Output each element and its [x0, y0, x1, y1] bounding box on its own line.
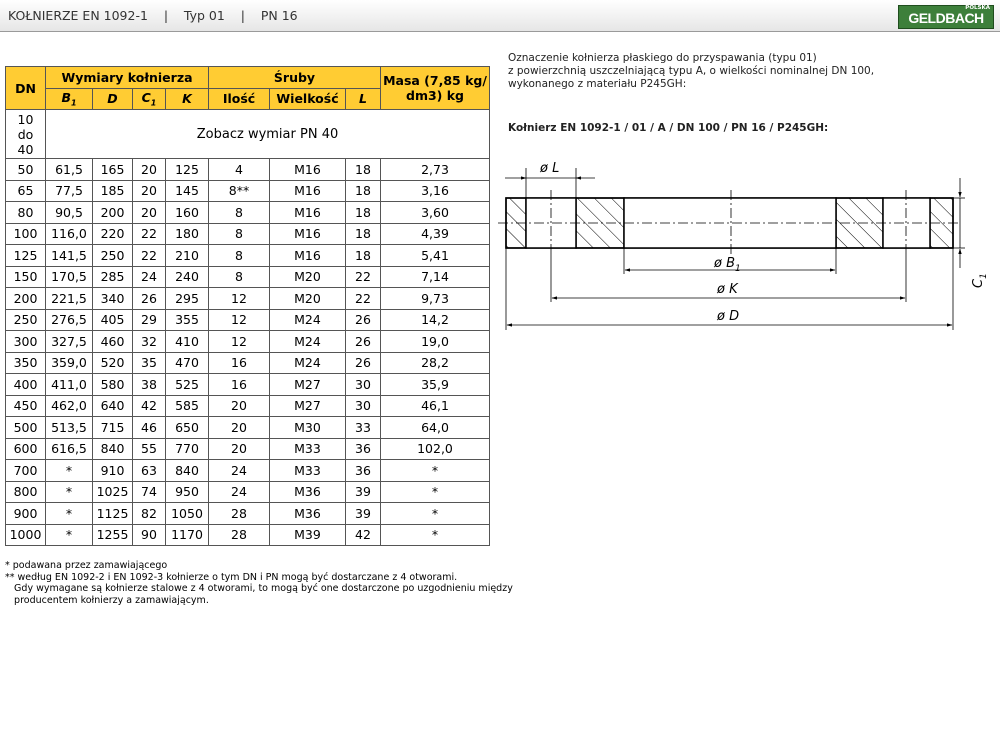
cell-ilosc: 16	[209, 352, 270, 374]
designation-description	[508, 52, 874, 91]
cell-ilosc: 28	[209, 524, 270, 546]
footnote-2: ** według EN 1092-2 i EN 1092-3 kołnierze o tym DN i PN mogą być dostarczane z 4 otworami.	[5, 571, 458, 583]
cell-b1: 327,5	[46, 331, 93, 353]
cell-c1: 55	[133, 438, 166, 460]
cell-k: 160	[166, 202, 209, 224]
cell-dn: 800	[6, 481, 46, 503]
col-header-k: K	[166, 88, 209, 110]
cell-d: 340	[93, 288, 133, 310]
cell-wielkosc: M16	[270, 245, 346, 267]
cell-ilosc: 8	[209, 202, 270, 224]
cell-wielkosc: M36	[270, 503, 346, 525]
cell-d: 840	[93, 438, 133, 460]
cell-d: 250	[93, 245, 133, 267]
col-header-masa	[381, 67, 490, 110]
cell-masa: 35,9	[381, 374, 490, 396]
cell-d: 165	[93, 159, 133, 181]
cell-l: 30	[346, 395, 381, 417]
cell-ilosc: 24	[209, 481, 270, 503]
page-title: KOŁNIERZE EN 1092-1 | Typ 01 | PN 16	[8, 8, 298, 23]
cell-dn: 1000	[6, 524, 46, 546]
label-L: ø L	[540, 161, 560, 176]
cell-ilosc: 20	[209, 395, 270, 417]
label-C1: $C_1$	[971, 273, 989, 288]
cell-dn: 50	[6, 159, 46, 181]
cell-d: 520	[93, 352, 133, 374]
cell-k: 840	[166, 460, 209, 482]
description-line: z powierzchnią uszczelniającą typu A, o wielkości nominalnej DN 100,	[508, 65, 875, 77]
table-row	[6, 309, 490, 331]
col-group-sruby: Śruby	[209, 67, 381, 89]
cell-l: 18	[346, 159, 381, 181]
cell-k: 950	[166, 481, 209, 503]
table-row-small-dn	[6, 110, 490, 159]
page-header	[0, 0, 1000, 32]
cell-b1: 616,5	[46, 438, 93, 460]
footnote-2-cont: Gdy wymagane są kołnierze stalowe z 4 otworami, to mogą być one dostarczone po uzgodnieniu między	[5, 583, 513, 594]
cell-wielkosc: M24	[270, 331, 346, 353]
cell-dn: 250	[6, 309, 46, 331]
cell-dn: 80	[6, 202, 46, 224]
description-line: wykonanego z materiału P245GH:	[508, 78, 687, 90]
cell-wielkosc: M33	[270, 438, 346, 460]
table-row	[6, 331, 490, 353]
cell-ilosc: 12	[209, 331, 270, 353]
cell-k: 125	[166, 159, 209, 181]
cell-k: 295	[166, 288, 209, 310]
cell-l: 39	[346, 481, 381, 503]
cell-wielkosc: M24	[270, 309, 346, 331]
label-B1: ø $B_1$	[714, 256, 741, 274]
cell-d: 185	[93, 180, 133, 202]
table-row	[6, 438, 490, 460]
footnote-1: * podawana przez zamawiającego	[5, 560, 168, 571]
cell-b1: 359,0	[46, 352, 93, 374]
cell-wielkosc: M36	[270, 481, 346, 503]
cell-masa: 14,2	[381, 309, 490, 331]
cell-b1: *	[46, 524, 93, 546]
cell-d: 220	[93, 223, 133, 245]
cell-wielkosc: M16	[270, 223, 346, 245]
cell-l: 36	[346, 460, 381, 482]
cell-ilosc: 8	[209, 223, 270, 245]
cell-l: 22	[346, 288, 381, 310]
cell-wielkosc: M24	[270, 352, 346, 374]
cell-masa: 7,14	[381, 266, 490, 288]
cell-b1: 411,0	[46, 374, 93, 396]
cell-k: 1050	[166, 503, 209, 525]
col-header-d: D	[93, 88, 133, 110]
cell-c1: 42	[133, 395, 166, 417]
cell-b1: *	[46, 460, 93, 482]
table-row	[6, 159, 490, 181]
col-header-c1: $C_1$	[133, 88, 166, 110]
col-header-dn: DN	[6, 67, 46, 110]
cell-d: 1255	[93, 524, 133, 546]
logo-sub-text: POLSKA	[965, 5, 990, 11]
table-row	[6, 223, 490, 245]
cell-dn: 700	[6, 460, 46, 482]
table-row	[6, 352, 490, 374]
masa-header-line2: dm3) kg	[406, 88, 464, 103]
table-row	[6, 288, 490, 310]
cell-b1: *	[46, 481, 93, 503]
cell-k: 770	[166, 438, 209, 460]
cell-masa: *	[381, 460, 490, 482]
label-K: ø K	[717, 282, 738, 297]
cell-l: 18	[346, 223, 381, 245]
cell-c1: 38	[133, 374, 166, 396]
cell-wielkosc: M20	[270, 288, 346, 310]
cell-c1: 46	[133, 417, 166, 439]
cell-d: 460	[93, 331, 133, 353]
cell-ilosc: 8**	[209, 180, 270, 202]
cell-dn: 100	[6, 223, 46, 245]
cell-dn: 600	[6, 438, 46, 460]
cell-l: 26	[346, 309, 381, 331]
cell-masa: 64,0	[381, 417, 490, 439]
cell-k: 240	[166, 266, 209, 288]
flange-cross-section-drawing	[495, 150, 995, 340]
cell-c1: 22	[133, 223, 166, 245]
cell-l: 36	[346, 438, 381, 460]
cell-d: 405	[93, 309, 133, 331]
cell-c1: 74	[133, 481, 166, 503]
cell-masa: 9,73	[381, 288, 490, 310]
cell-d: 580	[93, 374, 133, 396]
cell-d: 285	[93, 266, 133, 288]
table-row	[6, 245, 490, 267]
cell-k: 210	[166, 245, 209, 267]
cell-c1: 20	[133, 159, 166, 181]
see-pn40-cell: Zobacz wymiar PN 40	[46, 110, 490, 159]
cell-c1: 29	[133, 309, 166, 331]
cell-k: 180	[166, 223, 209, 245]
cell-b1: 90,5	[46, 202, 93, 224]
cell-b1: 61,5	[46, 159, 93, 181]
cell-masa: 3,16	[381, 180, 490, 202]
cell-wielkosc: M16	[270, 202, 346, 224]
cell-b1: 170,5	[46, 266, 93, 288]
cell-wielkosc: M30	[270, 417, 346, 439]
cell-c1: 26	[133, 288, 166, 310]
cell-k: 145	[166, 180, 209, 202]
label-D: ø D	[717, 309, 740, 324]
cell-d: 715	[93, 417, 133, 439]
cell-dn: 450	[6, 395, 46, 417]
cell-ilosc: 8	[209, 266, 270, 288]
cell-masa: *	[381, 524, 490, 546]
cell-b1: 141,5	[46, 245, 93, 267]
cell-l: 22	[346, 266, 381, 288]
cell-masa: 28,2	[381, 352, 490, 374]
cell-ilosc: 16	[209, 374, 270, 396]
col-header-wielkosc: Wielkość	[270, 88, 346, 110]
table-row	[6, 460, 490, 482]
cell-k: 1170	[166, 524, 209, 546]
cell-wielkosc: M20	[270, 266, 346, 288]
cell-wielkosc: M33	[270, 460, 346, 482]
footnotes	[5, 560, 513, 606]
cell-ilosc: 12	[209, 288, 270, 310]
cell-k: 470	[166, 352, 209, 374]
cell-b1: 77,5	[46, 180, 93, 202]
cell-wielkosc: M16	[270, 180, 346, 202]
cell-masa: 5,41	[381, 245, 490, 267]
table-row	[6, 266, 490, 288]
col-group-wymiary: Wymiary kołnierza	[46, 67, 209, 89]
cell-b1: 276,5	[46, 309, 93, 331]
cell-dn: 350	[6, 352, 46, 374]
cell-masa: 4,39	[381, 223, 490, 245]
cell-masa: *	[381, 503, 490, 525]
cell-l: 26	[346, 352, 381, 374]
cell-l: 18	[346, 245, 381, 267]
cell-c1: 35	[133, 352, 166, 374]
cell-dn: 300	[6, 331, 46, 353]
table-row	[6, 524, 490, 546]
cell-dn: 200	[6, 288, 46, 310]
cell-b1: 221,5	[46, 288, 93, 310]
cell-c1: 22	[133, 245, 166, 267]
col-header-b1: $B_1$	[46, 88, 93, 110]
cell-l: 39	[346, 503, 381, 525]
cell-b1: 116,0	[46, 223, 93, 245]
cell-ilosc: 12	[209, 309, 270, 331]
table-row	[6, 417, 490, 439]
cell-l: 18	[346, 180, 381, 202]
cell-dn: 150	[6, 266, 46, 288]
table-row	[6, 481, 490, 503]
cell-l: 26	[346, 331, 381, 353]
cell-dn: 900	[6, 503, 46, 525]
cell-dn: 400	[6, 374, 46, 396]
cell-d: 1125	[93, 503, 133, 525]
logo-main-text: GELDBACH	[908, 10, 984, 26]
cell-b1: *	[46, 503, 93, 525]
cell-wielkosc: M16	[270, 159, 346, 181]
cell-dn: 125	[6, 245, 46, 267]
cell-k: 410	[166, 331, 209, 353]
cell-wielkosc: M27	[270, 395, 346, 417]
cell-ilosc: 20	[209, 417, 270, 439]
cell-l: 33	[346, 417, 381, 439]
cell-b1: 462,0	[46, 395, 93, 417]
cell-wielkosc: M27	[270, 374, 346, 396]
cell-l: 30	[346, 374, 381, 396]
cell-masa: 46,1	[381, 395, 490, 417]
cell-masa: 102,0	[381, 438, 490, 460]
table-row	[6, 180, 490, 202]
order-code: Kołnierz EN 1092-1 / 01 / A / DN 100 / PN 16 / P245GH:	[508, 122, 829, 134]
cell-masa: *	[381, 481, 490, 503]
masa-header-line1: Masa (7,85 kg/	[383, 73, 487, 88]
cell-ilosc: 4	[209, 159, 270, 181]
cell-ilosc: 24	[209, 460, 270, 482]
cell-d: 640	[93, 395, 133, 417]
description-line: Oznaczenie kołnierza płaskiego do przyspawania (typu 01)	[508, 52, 817, 64]
cell-k: 525	[166, 374, 209, 396]
cell-b1: 513,5	[46, 417, 93, 439]
cell-c1: 82	[133, 503, 166, 525]
cell-c1: 32	[133, 331, 166, 353]
cell-c1: 20	[133, 180, 166, 202]
flange-dimension-table	[5, 66, 490, 546]
geldbach-logo	[898, 5, 994, 29]
dn-range-cell: 10 do 40	[6, 110, 46, 159]
cell-masa: 2,73	[381, 159, 490, 181]
table-row	[6, 202, 490, 224]
cell-c1: 90	[133, 524, 166, 546]
cell-ilosc: 28	[209, 503, 270, 525]
cell-c1: 20	[133, 202, 166, 224]
cell-masa: 3,60	[381, 202, 490, 224]
cell-k: 355	[166, 309, 209, 331]
cell-dn: 65	[6, 180, 46, 202]
cell-ilosc: 8	[209, 245, 270, 267]
cell-k: 585	[166, 395, 209, 417]
table-row	[6, 374, 490, 396]
cell-d: 200	[93, 202, 133, 224]
table-row	[6, 395, 490, 417]
col-header-ilosc: Ilość	[209, 88, 270, 110]
cell-l: 42	[346, 524, 381, 546]
table-row	[6, 503, 490, 525]
cell-c1: 63	[133, 460, 166, 482]
cell-d: 910	[93, 460, 133, 482]
cell-c1: 24	[133, 266, 166, 288]
cell-k: 650	[166, 417, 209, 439]
cell-l: 18	[346, 202, 381, 224]
col-header-l: L	[346, 88, 381, 110]
cell-d: 1025	[93, 481, 133, 503]
cell-ilosc: 20	[209, 438, 270, 460]
cell-masa: 19,0	[381, 331, 490, 353]
footnote-2-cont2: producentem kołnierzy a zamawiającym.	[5, 594, 209, 606]
cell-wielkosc: M39	[270, 524, 346, 546]
cell-dn: 500	[6, 417, 46, 439]
